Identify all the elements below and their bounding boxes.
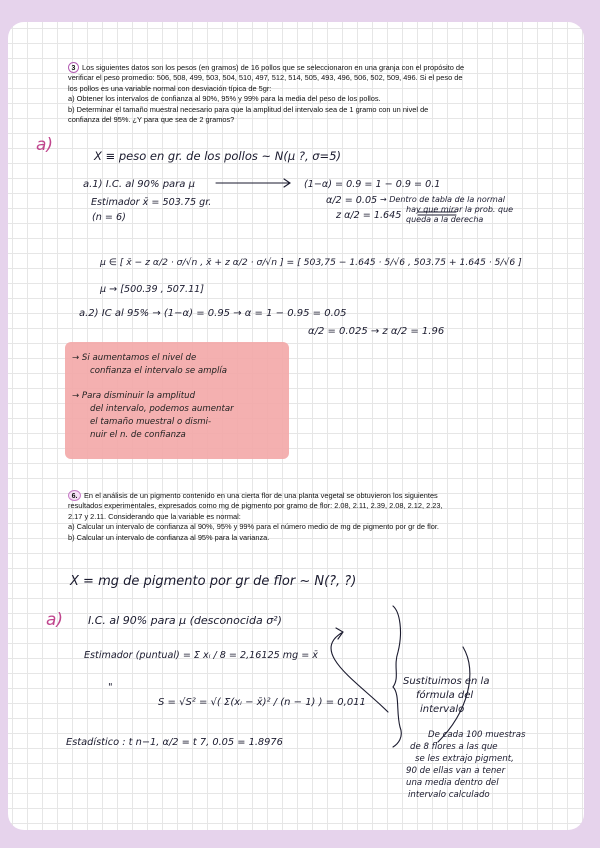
sample-std: S = √S² = √( Σ(xᵢ − x̄)² / (n − 1) ) = 0,011 <box>158 697 366 708</box>
alpha-half: α/2 = 0.05 <box>326 195 378 206</box>
problem-number-badge: 6. <box>68 490 81 501</box>
test-statistic: Estadístico : t n−1, α/2 = t 7, 0.05 = 1.8976 <box>66 737 283 748</box>
z-value: z α/2 = 1.645 <box>336 210 402 221</box>
point-estimator: Estimador (puntual) = Σ xᵢ / 8 = 2,16125 mg = x̄ <box>84 650 318 661</box>
problem-6-line: resultados experimentales, expresados como mg de pigmento por gramo de flor: 2.08, 2.11, 2.39, 2.08, 2.12, 2.23, <box>68 501 443 511</box>
problem-3-line: verificar el peso promedio: 506, 508, 499, 503, 504, 510, 497, 512, 514, 505, 493, 496, 506, 502, 509, 496. Si el peso de <box>68 73 463 83</box>
problem-3-line: b) Determinar el tamaño muestral necesario para que la amplitud del intervalo sea de 1 gramo con un nivel de <box>68 104 429 114</box>
notebook-page <box>8 22 584 830</box>
section-a2: a.2) IC al 95% → (1−α) = 0.95 → α = 1 − 0.95 = 0.05 <box>79 308 347 319</box>
highlight-note: nuir el n. de confianza <box>90 430 186 440</box>
section-a1-title: a.1) I.C. al 90% para μ <box>83 179 195 190</box>
problem-number-badge: 3 <box>68 62 79 73</box>
highlight-note: → Para disminuir la amplitud <box>72 391 196 401</box>
interpretation-note: intervalo calculado <box>408 790 490 800</box>
highlight-note: → Si aumentamos el nivel de <box>72 353 197 363</box>
part-a-label: a) <box>36 135 54 155</box>
table-note: → Dentro de tabla de la normal <box>380 195 505 204</box>
table-note: hay que mirar la prob. que <box>406 205 514 214</box>
arrow-icon <box>216 179 290 187</box>
handwritten-strokes <box>8 22 584 830</box>
variable-definition: X ≡ peso en gr. de los pollos ~ N(μ ?, σ=5) <box>94 149 341 163</box>
curly-brace <box>393 606 401 747</box>
highlight-note: el tamaño muestral o dismi- <box>90 417 212 427</box>
sample-size: (n = 6) <box>92 212 126 223</box>
side-note: intervalo <box>420 704 465 715</box>
table-note: queda a la derecha <box>406 215 484 224</box>
problem-6-line: 2.17 y 2.11. Considerando que la variable es normal: <box>68 511 241 521</box>
arrow-icon <box>438 647 470 742</box>
estimator: Estimador x̄ = 503.75 gr. <box>91 197 212 208</box>
interpretation-note: una media dentro del <box>406 778 499 788</box>
problem-3-line: 3 Los siguientes datos son los pesos (en gramos) de 16 pollos que se seleccionaron en una granja con el propósito de <box>68 62 533 73</box>
part-a-label: a) <box>46 610 64 630</box>
ic-title: I.C. al 90% para μ (desconocida σ²) <box>88 614 282 627</box>
interpretation-note: 90 de ellas van a tener <box>406 766 506 776</box>
problem-6-line: 6. En el análisis de un pigmento contenido en una cierta flor de una planta vegetal se obtuvieron los siguientes <box>68 490 533 501</box>
problem-3-line: los pollos es una variable normal con desviación típica de 5gr: <box>68 83 272 93</box>
interval-formula: μ ∈ [ x̄ − z α/2 · σ/√n , x̄ + z α/2 · σ/√n ] = [ 503,75 − 1.645 · 5/√6 , 503.75 + 1.645 · 5/√6 ] <box>100 257 522 268</box>
highlight-note: del intervalo, podemos aumentar <box>90 404 234 414</box>
confidence-calc: (1−α) = 0.9 = 1 − 0.9 = 0.1 <box>304 179 441 190</box>
ditto-mark: " <box>108 682 113 693</box>
interval-result: μ → [500.39 , 507.11] <box>100 284 205 295</box>
interpretation-note: de 8 flores a las que <box>410 742 498 752</box>
highlight-note: confianza el intervalo se amplía <box>90 366 227 376</box>
variable-definition: X = mg de pigmento por gr de flor ~ N(?, ?) <box>70 574 357 589</box>
section-a2-z: α/2 = 0.025 → z α/2 = 1.96 <box>308 326 445 337</box>
double-underline <box>418 212 456 215</box>
problem-6-line: b) Calcular un intervalo de confianza al 95% para la varianza. <box>68 532 270 542</box>
arrow-icon <box>331 628 388 712</box>
problem-6-line: a) Calcular un intervalo de confianza al 90%, 95% y 99% para el número medio de mg de pigmento por gr de flor. <box>68 522 439 532</box>
problem-3-line: confianza del 95%. ¿Y para que sea de 2 gramos? <box>68 115 235 125</box>
interpretation-note: De cada 100 muestras <box>428 730 526 740</box>
interpretation-note: se les extrajo pigment, <box>415 754 514 764</box>
side-note: Sustituimos en la <box>403 676 490 687</box>
side-note: fórmula del <box>416 690 474 701</box>
problem-3-line: a) Obtener los intervalos de confianza al 90%, 95% y 99% para la media del peso de los pollos. <box>68 94 381 104</box>
